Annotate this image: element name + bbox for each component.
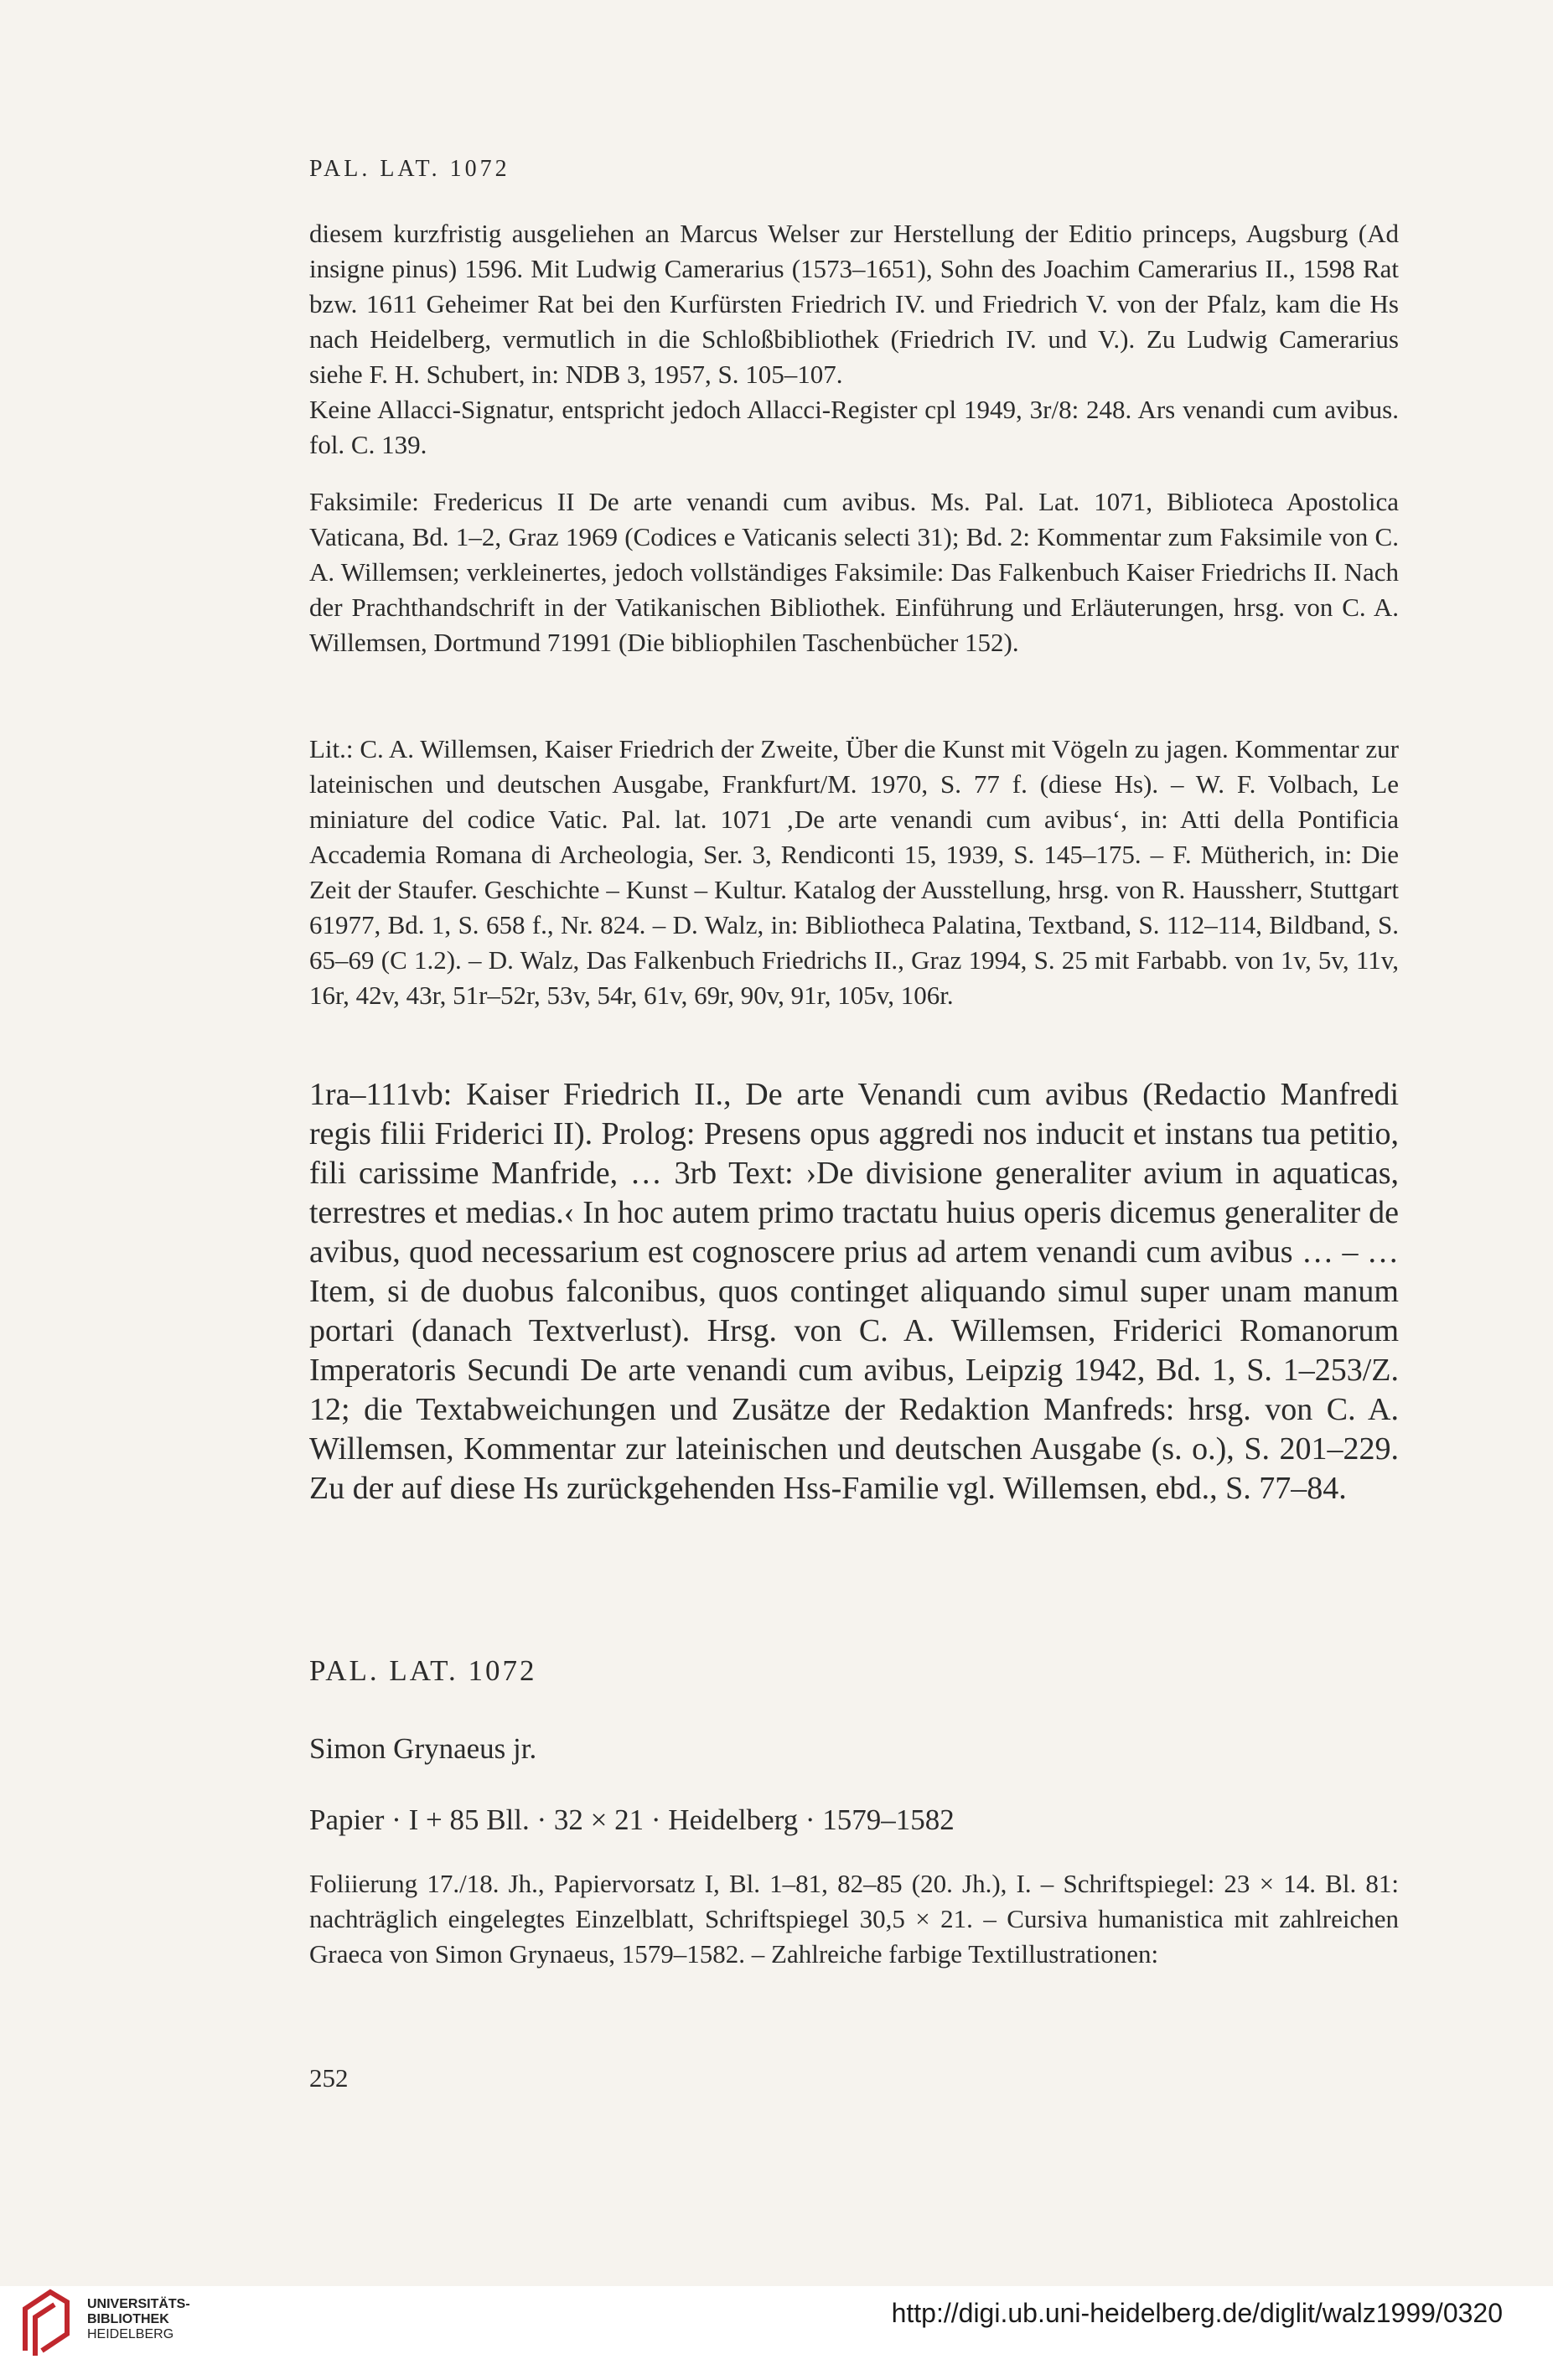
- paragraph-camerarius: diesem kurzfristig ausgeliehen an Marcus Welser zur Herstellung der Editio princeps, Augsburg (Ad insigne pinus) 1596. Mit Ludwig Camerarius (1573–1651), Sohn des Joachim Camerarius II., 1598 Rat bzw. 1611 Geheimer Rat bei den Kurfürsten Friedrich IV. und Friedrich V. von der Pfalz, kam die Hs nach Heidelberg, vermutlich in die Schloßbibliothek (Friedrich IV. und V.). Zu Ludwig Camerarius siehe F. H. Schubert, in: NDB 3, 1957, S. 105–107.: [309, 219, 1399, 389]
- provenance-paragraph: [309, 216, 1399, 463]
- library-line-2: BIBLIOTHEK: [87, 2312, 169, 2326]
- section-heading: PAL. LAT. 1072: [309, 1654, 537, 1687]
- library-name: [87, 2297, 190, 2342]
- page-number: 252: [309, 2063, 349, 2093]
- library-line-1: UNIVERSITÄTS-: [87, 2297, 190, 2311]
- physical-description: Papier · I + 85 Bll. · 32 × 21 · Heidelberg · 1579–1582: [309, 1803, 955, 1836]
- author-heading: Simon Grynaeus jr.: [309, 1732, 537, 1765]
- main-entry-paragraph: 1ra–111vb: Kaiser Friedrich II., De arte Venandi cum avibus (Redactio Manfredi regis filii Friderici II). Prolog: Presens opus aggredi nos inducit et instans tua petitio, fili carissime Manfride, … 3rb Text: ›De divisione generaliter avium in aquaticas, terrestres et medias.‹ In hoc autem primo tractatu huius operis dicemus generaliter de avibus, quod necessarium est cognoscere prius ad artem venandi cum avibus … – … Item, si de duobus falconibus, quos continget aliquando simul super unam manum portari (danach Textverlust). Hrsg. von C. A. Willemsen, Friderici Romanorum Imperatoris Secundi De arte venandi cum avibus, Leipzig 1942, Bd. 1, S. 1–253/Z. 12; die Textabweichungen und Zusätze der Redaktion Manfreds: hrsg. von C. A. Willemsen, Kommentar zur lateinischen und deutschen Ausgabe (s. o.), S. 201–229. Zu der auf diese Hs zurückgehenden Hss-Familie vgl. Willemsen, ebd., S. 77–84.: [309, 1077, 1399, 1506]
- source-url-link[interactable]: http://digi.ub.uni-heidelberg.de/diglit/walz1999/0320: [891, 2298, 1503, 2328]
- foliierung-paragraph: Foliierung 17./18. Jh., Papiervorsatz I, Bl. 1–81, 82–85 (20. Jh.), I. – Schriftspiegel: 23 × 14. Bl. 81: nachträglich eingelegtes Einzelblatt, Schriftspiegel 30,5 × 21. – Cursiva humanistica mit zahlreichen Graeca von Simon Grynaeus, 1579–1582. – Zahlreiche farbige Textillustrationen:: [309, 1869, 1399, 1969]
- paragraph-allacci: Keine Allacci-Signatur, entspricht jedoch Allacci-Register cpl 1949, 3r/8: 248. Ars venandi cum avibus. fol. C. 139.: [309, 395, 1399, 459]
- faksimile-paragraph: Faksimile: Fredericus II De arte venandi cum avibus. Ms. Pal. Lat. 1071, Biblioteca Apostolica Vaticana, Bd. 1–2, Graz 1969 (Codices e Vaticanis selecti 31); Bd. 2: Kommentar zum Faksimile von C. A. Willemsen; verkleinertes, jedoch vollständiges Faksimile: Das Falkenbuch Kaiser Friedrichs II. Nach der Prachthandschrift in der Vatikanischen Bibliothek. Einführung und Erläuterungen, hrsg. von C. A. Willemsen, Dortmund 71991 (Die bibliophilen Taschenbücher 152).: [309, 487, 1399, 657]
- library-logo-icon: [17, 2284, 75, 2367]
- library-line-3: HEIDELBERG: [87, 2327, 174, 2341]
- literature-paragraph: Lit.: C. A. Willemsen, Kaiser Friedrich der Zweite, Über die Kunst mit Vögeln zu jagen. Kommentar zur lateinischen und deutschen Ausgabe, Frankfurt/M. 1970, S. 77 f. (diese Hs). – W. F. Volbach, Le miniature del codice Vatic. Pal. lat. 1071 ‚De arte venandi cum avibus‘, in: Atti della Pontificia Accademia Romana di Archeologia, Ser. 3, Rendiconti 15, 1939, S. 145–175. – F. Mütherich, in: Die Zeit der Staufer. Geschichte – Kunst – Kultur. Katalog der Ausstellung, hrsg. von R. Haussherr, Stuttgart 61977, Bd. 1, S. 658 f., Nr. 824. – D. Walz, in: Bibliotheca Palatina, Textband, S. 112–114, Bildband, S. 65–69 (C 1.2). – D. Walz, Das Falkenbuch Friedrichs II., Graz 1994, S. 25 mit Farbabb. von 1v, 5v, 11v, 16r, 42v, 43r, 51r–52r, 53v, 54r, 61v, 69r, 90v, 91r, 105v, 106r.: [309, 734, 1399, 1010]
- running-head: PAL. LAT. 1072: [309, 156, 510, 182]
